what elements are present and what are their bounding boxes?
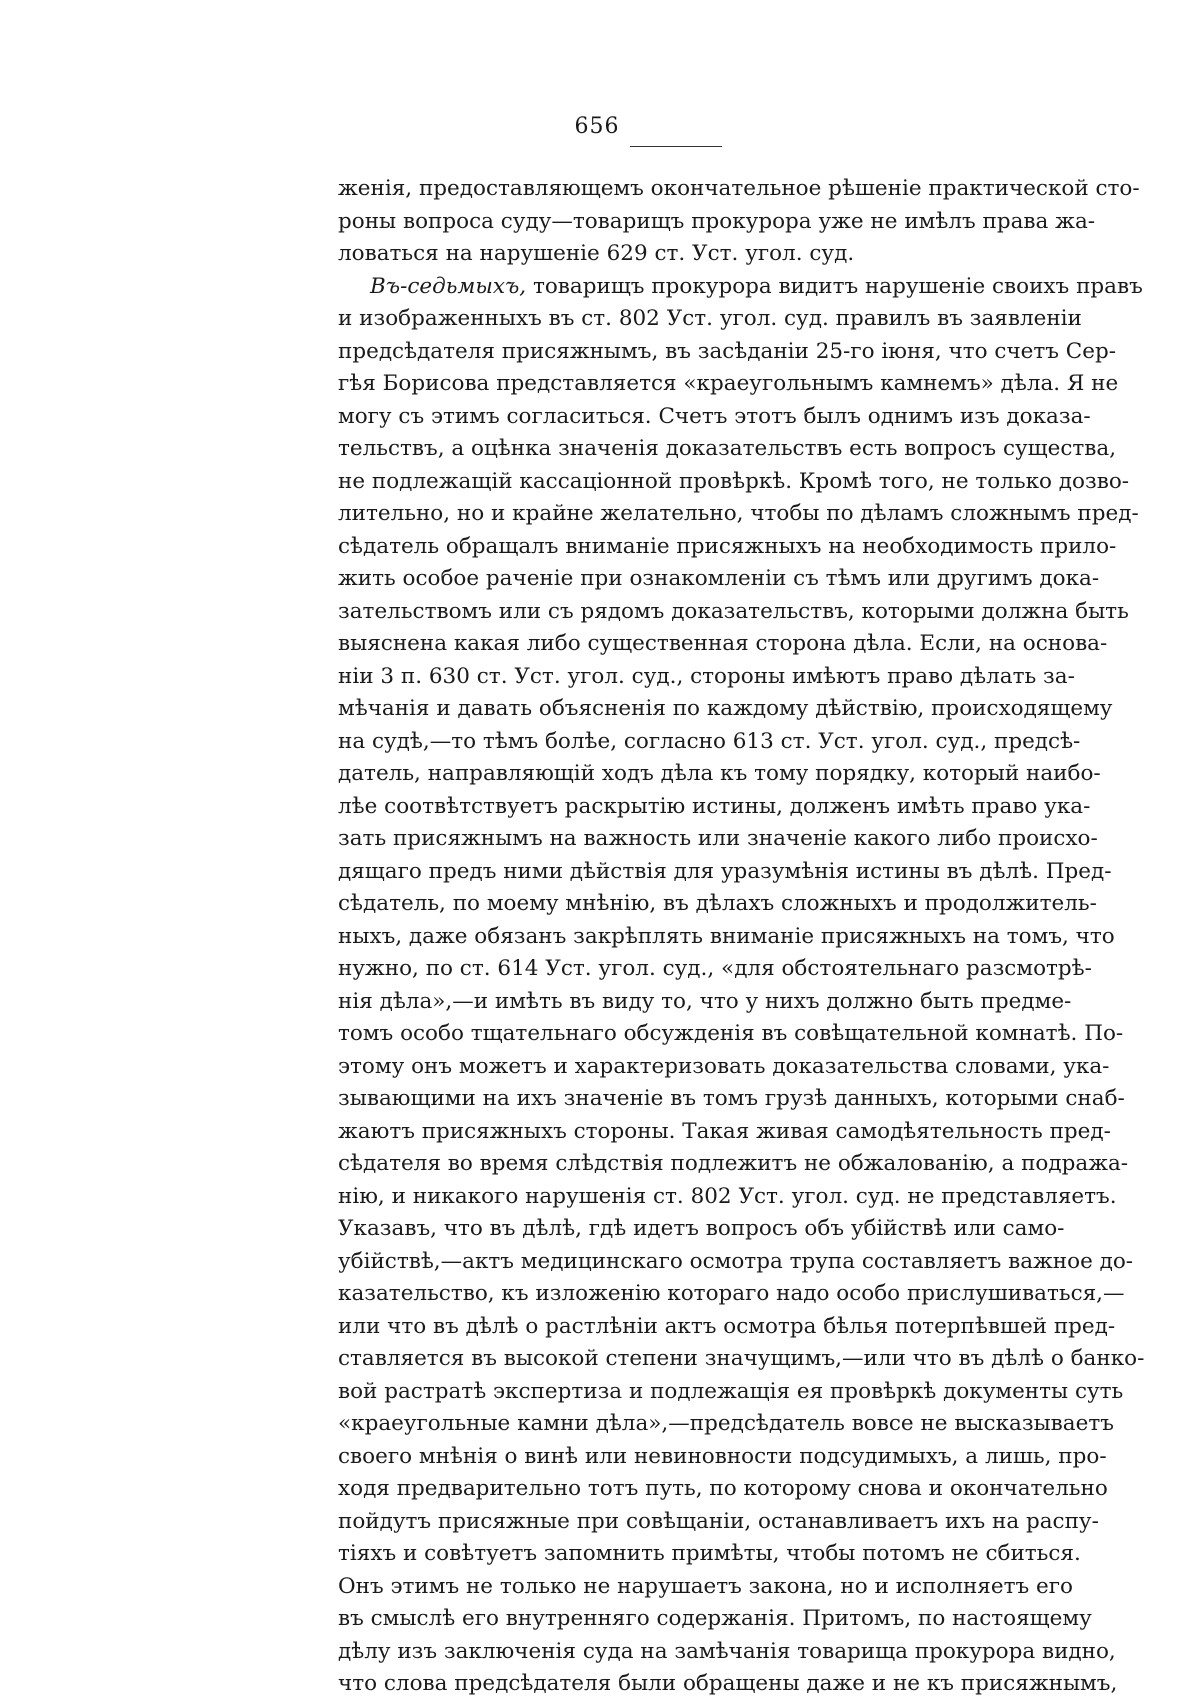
text-line: мѣчанія и давать объясненія по каждому дѣйствію, происходящему bbox=[338, 696, 1113, 721]
text-line: лительно, но и крайне желательно, чтобы по дѣламъ сложнымъ пред- bbox=[338, 501, 1139, 526]
body-text bbox=[338, 173, 1145, 1701]
text-line: могу съ этимъ согласиться. Счетъ этотъ былъ однимъ изъ доказа- bbox=[338, 403, 1091, 429]
text-line: Онъ этимъ не только не нарушаетъ закона, но и исполняетъ его bbox=[338, 1573, 1073, 1599]
text-line: жаютъ присяжныхъ стороны. Такая живая самодѣятельность пред- bbox=[338, 1118, 1111, 1144]
text-line: ловаться на нарушеніе 629 ст. Уст. угол. суд. bbox=[338, 241, 855, 266]
text-line: зательствомъ или съ рядомъ доказательствъ, которыми должна быть bbox=[338, 598, 1129, 624]
italic-lead: Въ-седьмыхъ, bbox=[370, 273, 527, 299]
text-line: пойдутъ присяжные при совѣщаніи, останавливаетъ ихъ на распу- bbox=[338, 1508, 1099, 1534]
text-line: зывающими на ихъ значеніе въ томъ грузѣ данныхъ, которыми снаб- bbox=[338, 1086, 1125, 1111]
text-line: въ смыслѣ его внутренняго содержанія. Притомъ, по настоящему bbox=[338, 1606, 1092, 1631]
page-number: 656 bbox=[574, 114, 620, 139]
text-line: нію, и никакого нарушенія ст. 802 Уст. угол. суд. не представляетъ. bbox=[338, 1183, 1117, 1209]
text-line: сѣдатель, по моему мнѣнію, въ дѣлахъ сложныхъ и продолжитель- bbox=[338, 891, 1097, 916]
text-line: сѣдателя во время слѣдствія подлежитъ не обжалованію, а подража- bbox=[338, 1151, 1129, 1176]
text-line: тельствъ, а оцѣнка значенія доказательствъ есть вопросъ существа, bbox=[338, 436, 1117, 461]
text-line: вой растратѣ экспертиза и подлежащія ея провѣркѣ документы суть bbox=[338, 1378, 1124, 1404]
paragraph-1 bbox=[338, 173, 1140, 271]
text-line: и изображенныхъ въ ст. 802 Уст. угол. суд. правилъ въ заявленіи bbox=[338, 306, 1082, 331]
text-line: предсѣдателя присяжнымъ, въ засѣданіи 25-го іюня, что счетъ Сер- bbox=[338, 338, 1116, 364]
text-line: зать присяжнымъ на важность или значеніе какого либо происхо- bbox=[338, 826, 1098, 851]
page-number-rule bbox=[630, 146, 722, 147]
text-line: ніи 3 п. 630 ст. Уст. угол. суд., стороны имѣютъ право дѣлать за- bbox=[338, 663, 1075, 689]
text-line: ныхъ, даже обязанъ закрѣплять вниманіе присяжныхъ на томъ, что bbox=[338, 923, 1115, 949]
text-line: казательство, къ изложенію котораго надо особо прислушиваться,— bbox=[338, 1281, 1125, 1306]
text-line: лѣе соотвѣтствуетъ раскрытію истины, долженъ имѣть право ука- bbox=[338, 793, 1091, 819]
text-line: ходя предварительно тотъ путь, по которому снова и окончательно bbox=[338, 1476, 1108, 1501]
text-line: дѣлу изъ заключенія суда на замѣчанія товарища прокурора видно, bbox=[338, 1638, 1116, 1664]
text-line bbox=[338, 271, 1143, 304]
text-line: выяснена какая либо существенная сторона дѣла. Если, на основа- bbox=[338, 631, 1108, 656]
text-line: на судѣ,—то тѣмъ болѣе, согласно 613 ст. Уст. угол. суд., предсѣ- bbox=[338, 728, 1081, 754]
text-line: сѣдатель обращалъ вниманіе присяжныхъ на необходимость прило- bbox=[338, 533, 1117, 559]
text-line: «краеугольные камни дѣла»,—предсѣдатель вовсе не высказываетъ bbox=[338, 1411, 1114, 1436]
text-line: этому онъ можетъ и характеризовать доказательства словами, ука- bbox=[338, 1053, 1110, 1079]
text-line: нія дѣла»,—и имѣть въ виду то, что у нихъ должно быть предме- bbox=[338, 988, 1072, 1014]
lead-rest: товарищъ прокурора видитъ нарушеніе своихъ правъ bbox=[526, 273, 1143, 299]
text-line: женія, предоставляющемъ окончательное рѣшеніе практической сто- bbox=[338, 176, 1140, 201]
text-line: дящаго предъ ними дѣйствія для уразумѣнія истины въ дѣлѣ. Пред- bbox=[338, 858, 1112, 884]
paragraph-2 bbox=[338, 271, 1145, 1701]
text-line: убійствѣ,—актъ медицинскаго осмотра трупа составляетъ важное до- bbox=[338, 1248, 1134, 1274]
text-line: гѣя Борисова представляется «краеугольнымъ камнемъ» дѣла. Я не bbox=[338, 371, 1119, 396]
text-line: роны вопроса суду—товарищъ прокурора уже не имѣлъ права жа- bbox=[338, 208, 1096, 234]
text-line: или что въ дѣлѣ о растлѣніи актъ осмотра бѣлья потерпѣвшей пред- bbox=[338, 1313, 1116, 1339]
paragraph-2-lines bbox=[338, 303, 1145, 1701]
text-line: что слова предсѣдателя были обращены даже и не къ присяжнымъ, bbox=[338, 1671, 1118, 1696]
text-line: тіяхъ и совѣтуетъ запомнить примѣты, чтобы потомъ не сбиться. bbox=[338, 1541, 1081, 1566]
text-line: томъ особо тщательнаго обсужденія въ совѣщательной комнатѣ. По- bbox=[338, 1021, 1124, 1046]
text-line: ставляется въ высокой степени значущимъ,—или что въ дѣлѣ о банко- bbox=[338, 1346, 1145, 1371]
text-line: датель, направляющій ходъ дѣла къ тому порядку, который наибо- bbox=[338, 761, 1101, 786]
text-line: жить особое раченіе при ознакомленіи съ тѣмъ или другимъ дока- bbox=[338, 566, 1100, 591]
text-line: не подлежащій кассаціонной провѣркѣ. Кромѣ того, не только дозво- bbox=[338, 468, 1130, 494]
text-line: Указавъ, что въ дѣлѣ, гдѣ идетъ вопросъ объ убійствѣ или само- bbox=[338, 1216, 1065, 1241]
text-line: нужно, по ст. 614 Уст. угол. суд., «для обстоятельнаго разсмотрѣ- bbox=[338, 956, 1092, 981]
text-line: своего мнѣнія о винѣ или невиновности подсудимыхъ, а лишь, про- bbox=[338, 1443, 1107, 1469]
